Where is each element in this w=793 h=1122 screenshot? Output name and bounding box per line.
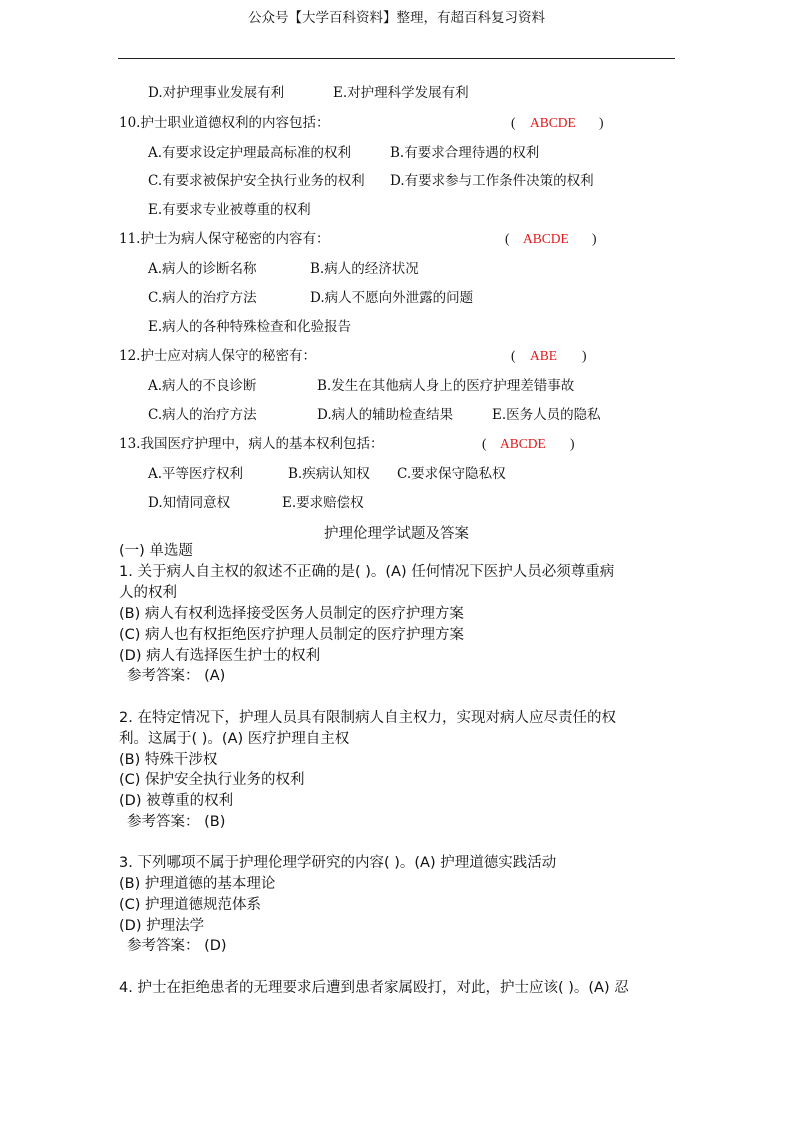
option-d: D.病人不愿向外泄露的问题 [310, 290, 474, 306]
answer-close-paren: ) [570, 436, 575, 451]
option-d: D.对护理事业发展有利 [148, 85, 285, 101]
question-stem-continued: 人的权利 [119, 585, 177, 601]
question-stem: 11.护士为病人保守秘密的内容有： [119, 231, 330, 247]
option-d: D.有要求参与工作条件决策的权利 [390, 173, 594, 189]
option-a: A.病人的不良诊断 [148, 378, 257, 394]
answer-open-paren: ( [505, 231, 510, 246]
option-b: (B) 特殊干涉权 [119, 752, 218, 768]
answer-key: ABCDE [500, 436, 546, 451]
option-e: E.病人的各种特殊检查和化验报告 [148, 319, 352, 335]
option-c: C.病人的治疗方法 [148, 407, 257, 423]
section-subtitle: (一) 单选题 [119, 543, 193, 559]
option-a: A.平等医疗权利 [148, 466, 244, 482]
option-c: (C) 病人也有权拒绝医疗护理人员制定的医疗护理方案 [119, 627, 465, 643]
option-c: C.有要求被保护安全执行业务的权利 [148, 173, 365, 189]
section-title: 护理伦理学试题及答案 [324, 526, 469, 542]
option-e: E.有要求专业被尊重的权利 [148, 202, 311, 218]
option-b: B.发生在其他病人身上的医疗护理差错事故 [317, 378, 575, 394]
option-d: (D) 被尊重的权利 [119, 793, 234, 809]
option-c: C.病人的治疗方法 [148, 290, 257, 306]
header-rule [118, 58, 675, 59]
question-stem: 2. 在特定情况下，护理人员具有限制病人自主权力，实现对病人应尽责任的权 [119, 710, 616, 726]
option-b: B.病人的经济状况 [310, 261, 419, 277]
question-stem: 13.我国医疗护理中，病人的基本权利包括： [119, 436, 384, 452]
option-d: (D) 病人有选择医生护士的权利 [119, 648, 321, 664]
answer-open-paren: ( [511, 348, 516, 363]
page-header: 公众号【大学百科资料】整理，有超百科复习资料 [248, 10, 545, 26]
option-b: B.疾病认知权 [288, 466, 370, 482]
option-b: B.有要求合理待遇的权利 [390, 145, 540, 161]
reference-answer: 参考答案： (B) [127, 814, 226, 830]
option-e: E.医务人员的隐私 [492, 407, 601, 423]
reference-answer: 参考答案： (D) [127, 938, 227, 954]
answer-close-paren: ) [599, 115, 604, 130]
option-c: C.要求保守隐私权 [397, 466, 506, 482]
question-stem: 12.护士应对病人保守的秘密有： [119, 348, 316, 364]
question-stem: 3. 下列哪项不属于护理伦理学研究的内容( )。(A) 护理道德实践活动 [119, 855, 557, 871]
reference-answer: 参考答案： (A) [127, 668, 226, 684]
option-d: D.知情同意权 [148, 495, 231, 511]
answer-open-paren: ( [482, 436, 487, 451]
option-d: (D) 护理法学 [119, 918, 205, 934]
option-e: E.对护理科学发展有利 [333, 85, 469, 101]
answer-open-paren: ( [511, 115, 516, 130]
option-c: (C) 护理道德规范体系 [119, 897, 262, 913]
option-a: A.有要求设定护理最高标准的权利 [148, 145, 352, 161]
answer-close-paren: ) [592, 231, 597, 246]
answer-key: ABE [530, 348, 557, 363]
answer-key: ABCDE [523, 231, 569, 246]
option-b: (B) 病人有权利选择接受医务人员制定的医疗护理方案 [119, 606, 464, 622]
option-c: (C) 保护安全执行业务的权利 [119, 772, 305, 788]
option-b: (B) 护理道德的基本理论 [119, 876, 276, 892]
question-stem: 1. 关于病人自主权的叙述不正确的是( )。(A) 任何情况下医护人员必须尊重病 [119, 564, 615, 580]
question-stem: 4. 护士在拒绝患者的无理要求后遭到患者家属殴打，对此，护士应该( )。(A) 忍 [119, 980, 629, 996]
option-e: E.要求赔偿权 [282, 495, 364, 511]
option-a: A.病人的诊断名称 [148, 261, 257, 277]
option-d: D.病人的辅助检查结果 [317, 407, 454, 423]
answer-close-paren: ) [582, 348, 587, 363]
question-stem-continued: 利。这属于( )。(A) 医疗护理自主权 [119, 731, 350, 747]
question-stem: 10.护士职业道德权利的内容包括： [119, 115, 330, 131]
answer-key: ABCDE [530, 115, 576, 130]
